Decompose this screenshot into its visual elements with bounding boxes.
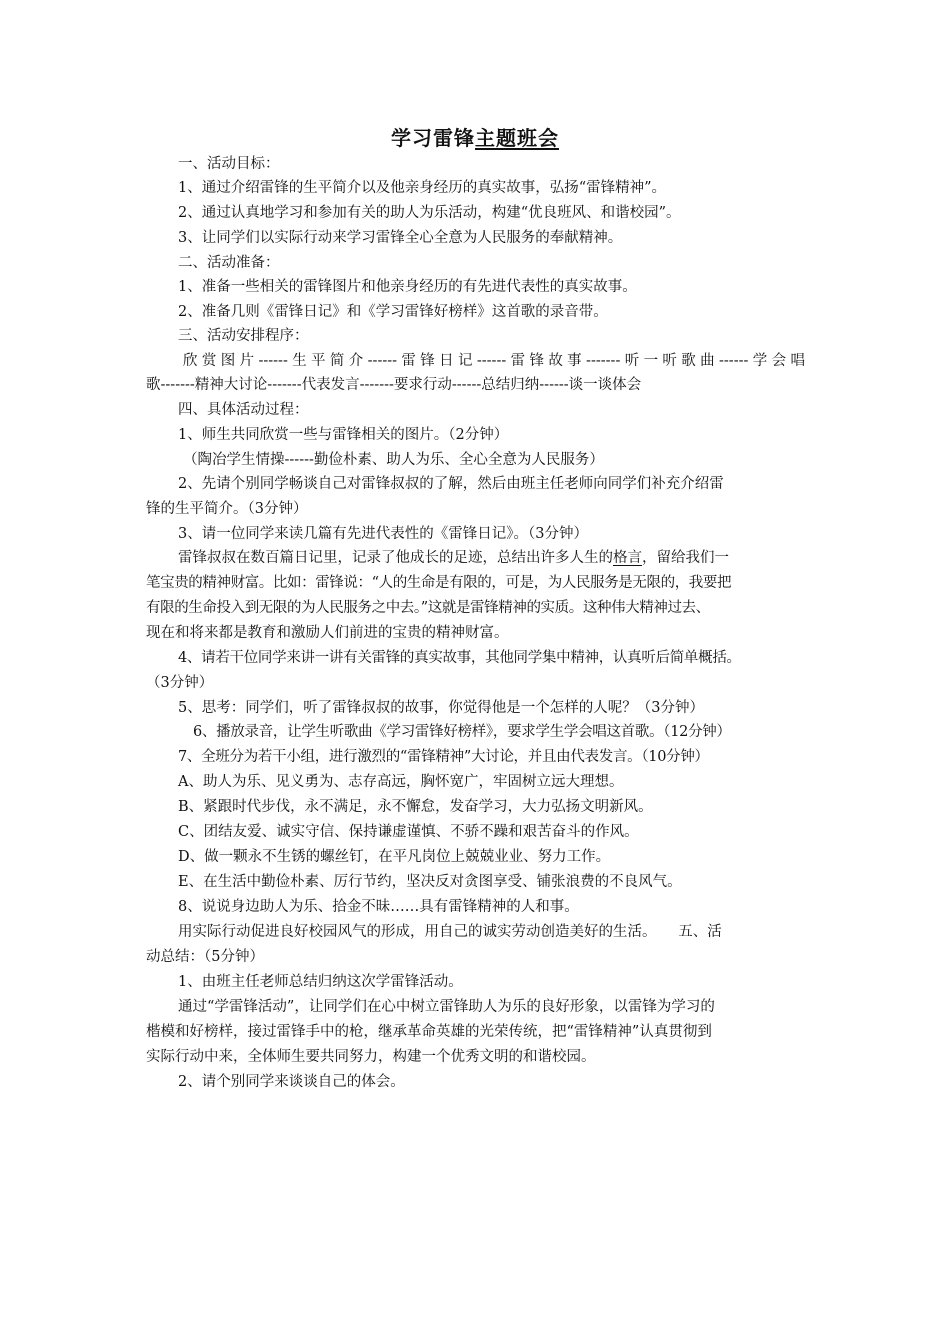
point-e: E、在生活中勤俭朴素、厉行节约，坚决反对贪图享受、铺张浪费的不良风气。 [178,874,682,890]
prep-heading: 二、活动准备： [178,255,280,271]
step-4-line-1: 4、请若干位同学来讲一讲有关雷锋的真实故事，其他同学集中精神，认真听后简单概括。 [178,650,741,666]
program-heading: 三、活动安排程序： [178,328,309,344]
point-b: B、紧跟时代步伐，永不满足，永不懈怠，发奋学习，大力弘扬文明新风。 [178,799,653,815]
step-5: 5、思考：同学们，听了雷锋叔叔的故事，你觉得他是一个怎样的人呢？（3分钟） [178,700,704,716]
point-a: A、助人为乐、见义勇为、志存高远，胸怀宽广，牢固树立远大理想。 [178,774,624,790]
step-2-line-2: 锋的生平简介。（3分钟） [146,501,308,517]
step-4-line-2: （3分钟） [146,675,214,691]
diary-line-4: 现在和将来都是教育和激励人们前进的宝贵的精神财富。 [146,625,509,641]
action-line-1: 用实际行动促进良好校园风气的形成，用自己的诚实劳动创造美好的生活。 五、活 [178,924,722,940]
title-part2: 主题班会 [475,126,559,150]
step-3: 3、请一位同学来读几篇有先进代表性的《雷锋日记》。（3分钟） [178,526,588,542]
step-6: 6、播放录音，让学生听歌曲《学习雷锋好榜样》，要求学生学会唱这首歌。（12分钟） [193,724,731,740]
process-heading: 四、具体活动过程： [178,402,309,418]
step-8: 8、说说身边助人为乐、拾金不昧……具有雷锋精神的人和事。 [178,899,579,915]
program-line-2: 歌-------精神大讨论-------代表发言-------要求行动------总结归纳------谈一谈体会 [146,377,642,393]
step-1: 1、师生共同欣赏一些与雷锋相关的图片。（2分钟） [178,427,509,443]
goal-3: 3、让同学们以实际行动来学习雷锋全心全意为人民服务的奉献精神。 [178,230,623,246]
title-part1: 学习雷锋 [391,126,475,150]
step-7: 7、全班分为若干小组，进行激烈的“雷锋精神”大讨论，并且由代表发言。（10分钟） [178,749,709,765]
diary-line-2: 笔宝贵的精神财富。比如：雷锋说：“人的生命是有限的，可是，为人民服务是无限的，我要把 [146,575,732,591]
page-title [0,122,950,151]
summary-paragraph-line-1: 通过“学雷锋活动”，让同学们在心中树立雷锋助人为乐的良好形象，以雷锋为学习的 [178,999,715,1015]
program-line-1: 欣赏图片------生平简介------雷锋日记------雷锋故事-------听一听歌曲------学会唱 [183,353,805,369]
goal-1: 1、通过介绍雷锋的生平简介以及他亲身经历的真实故事，弘扬“雷锋精神”。 [178,180,667,196]
prep-1: 1、准备一些相关的雷锋图片和他亲身经历的有先进代表性的真实故事。 [178,279,637,295]
summary-1: 1、由班主任老师总结归纳这次学雷锋活动。 [178,974,463,990]
summary-paragraph-line-3: 实际行动中来，全体师生要共同努力，构建一个优秀文明的和谐校园。 [146,1049,596,1065]
action-line-2: 动总结：（5分钟） [146,949,264,965]
diary-line-1-c: ，留给我们一 [642,550,729,566]
step-1-note: （陶冶学生情操------勤俭朴素、助人为乐、全心全意为人民服务） [183,452,604,468]
diary-line-1 [178,546,848,570]
diary-line-1-a: 雷锋叔叔在数百篇日记里，记录了他成长的足迹，总结出许多人生的 [178,550,613,566]
diary-line-3: 有限的生命投入到无限的为人民服务之中去。”这就是雷锋精神的实质。这种伟大精神过去、 [146,600,710,616]
point-d: D、做一颗永不生锈的螺丝钉，在平凡岗位上兢兢业业、努力工作。 [178,849,611,865]
goals-heading: 一、活动目标： [178,156,280,172]
goal-2: 2、通过认真地学习和参加有关的助人为乐活动，构建“优良班风、和谐校园”。 [178,205,681,221]
prep-2: 2、准备几则《雷锋日记》和《学习雷锋好榜样》这首歌的录音带。 [178,304,608,320]
step-2-line-1: 2、先请个别同学畅谈自己对雷锋叔叔的了解，然后由班主任老师向同学们补充介绍雷 [178,476,724,492]
summary-2: 2、请个别同学来谈谈自己的体会。 [178,1074,405,1090]
point-c: C、团结友爱、诚实守信、保持谦虚谨慎、不骄不躁和艰苦奋斗的作风。 [178,824,639,840]
summary-paragraph-line-2: 楷模和好榜样，接过雷锋手中的枪，继承革命英雄的光荣传统，把“雷锋精神”认真贯彻到 [146,1024,712,1040]
diary-keyword: 格言 [613,550,642,566]
